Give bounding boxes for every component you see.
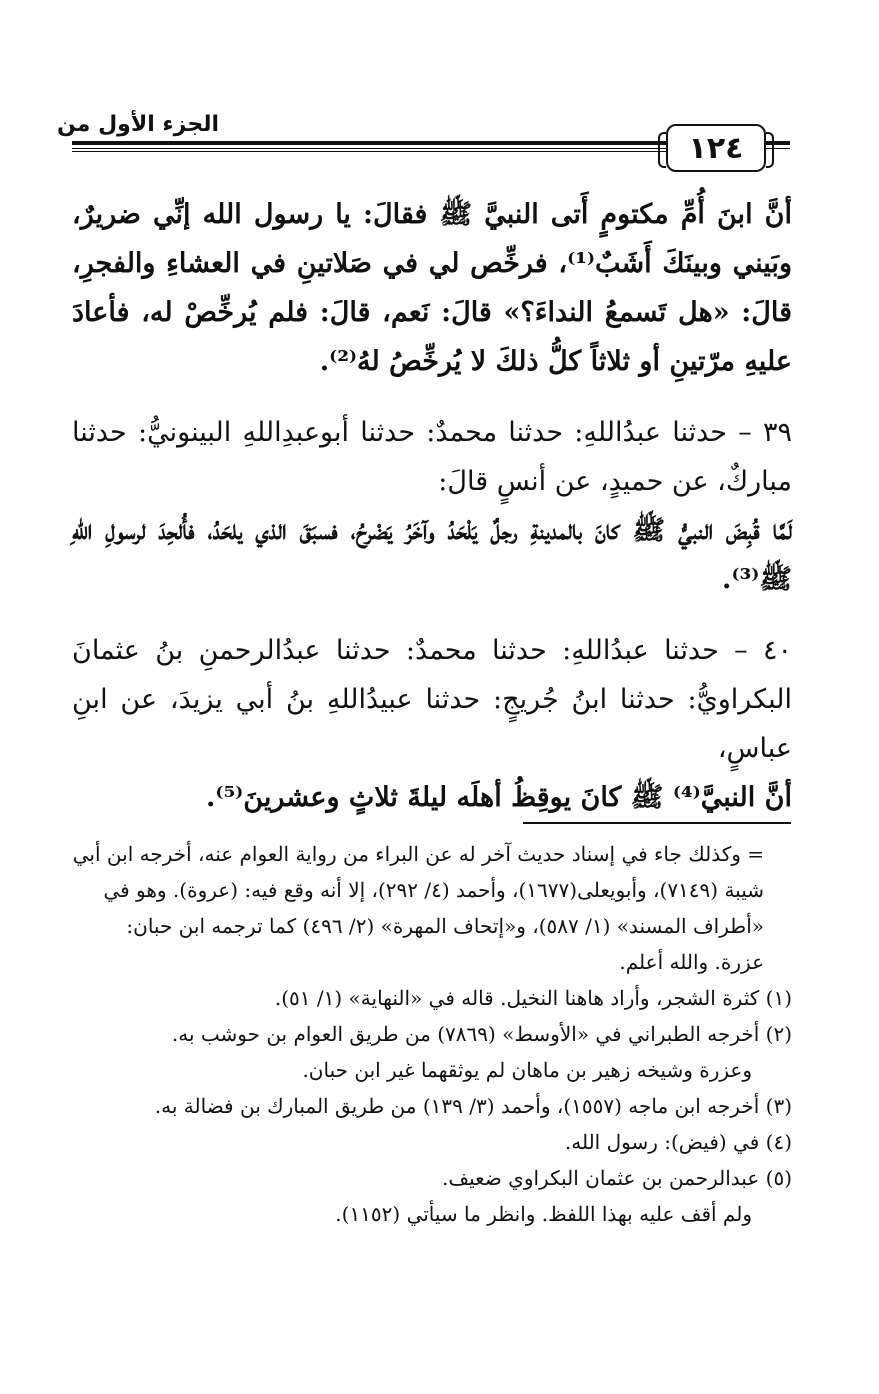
hadith-text: لَمَّا قُبِضَ النبيُّ ﷺ كانَ بالمدينةِ رجلٌ يَلْحَدُ وآخَرُ يَضْرحُ، فسبَقَ الذي يلحَدُ، فأُلحِدَ لرسولِ اللهِ ﷺ⁽³⁾. xyxy=(72,515,792,595)
page-number-box xyxy=(666,124,766,172)
isnad-40: ٤٠ – حدثنا عبدُاللهِ: حدثنا محمدٌ: حدثنا عبدُالرحمنِ بنُ عثمانَ البكراويُّ: حدثنا ابنُ جُريجٍ: حدثنا عبيدُاللهِ بنُ أبي يزيدَ، عن ابنِ عباسٍ، xyxy=(72,635,792,764)
footnote-2: (٢) أخرجه الطبراني في «الأوسط» (٧٨٦٩) من طريق العوام بن حوشب به. xyxy=(171,1022,792,1046)
bracket-ornament xyxy=(658,132,666,168)
running-title: الجزء الأول من xyxy=(56,112,219,137)
header-rule-thin xyxy=(72,148,668,149)
footnote-1: (١) كثرة الشجر، وأراد هاهنا النخيل. قاله في «النهاية» (١/ ٥١). xyxy=(274,986,792,1010)
isnad-39: ٣٩ – حدثنا عبدُاللهِ: حدثنا محمدٌ: حدثنا أبوعبدِاللهِ البينونيُّ: حدثنا مباركٌ، عن حميدٍ، عن أنسٍ قالَ: xyxy=(72,417,792,497)
footnote-5: (٥) عبدالرحمن بن عثمان البكراوي ضعيف. xyxy=(442,1166,792,1190)
footnote-5-cont: ولم أقف عليه بهذا اللفظ. وانظر ما سيأتي (١١٥٢). xyxy=(335,1202,752,1226)
hadith-text: أنَّ ابنَ أُمِّ مكتومٍ أَتى النبيَّ ﷺ فقالَ: يا رسول الله إنِّي ضريرٌ، وبَيني وبينَكَ أَشَبٌ⁽¹⁾، فرخِّص لي في صَلاتينِ في العشاءِ والفجرِ، قالَ: «هل تَسمعُ النداءَ؟» قالَ: نَعم، قالَ: فلم يُرخِّصْ له، فأعادَ عليهِ مرّتينِ أو ثلاثاً كلُّ ذلكَ لا يُرخِّصُ لهُ⁽²⁾. xyxy=(72,199,792,377)
footnote-3: (٣) أخرجه ابن ماجه (١٥٥٧)، وأحمد (٣/ ١٣٩) من طريق المبارك بن فضالة به. xyxy=(154,1094,792,1118)
main-text xyxy=(72,190,792,822)
bracket-ornament xyxy=(766,132,774,168)
header-rule-thin xyxy=(72,151,668,152)
footnote-separator xyxy=(523,822,791,824)
footnote-2-cont: وعزرة وشيخه زهير بن ماهان لم يوثقهما غير ابن حبان. xyxy=(302,1058,752,1082)
page-number: ١٢٤ xyxy=(688,130,744,166)
header-rule xyxy=(72,141,668,145)
footnotes xyxy=(72,836,792,1232)
hadith-text: أنَّ النبيَّ⁽⁴⁾ ﷺ كانَ يوقِظُ أهلَه ليلةَ ثلاثٍ وعشرينَ⁽⁵⁾. xyxy=(205,782,792,813)
footnote-4: (٤) في (فيض): رسول الله. xyxy=(564,1130,792,1154)
footnote-continuation: = وكذلك جاء في إسناد حديث آخر له عن البراء من رواية العوام عنه، أخرجه ابن أبي شيبة (٧١٤٩)، وأبويعلى(١٦٧٧)، وأحمد (٤/ ٢٩٢)، إلا أنه وقع فيه: (عروة). وهو في «أطراف المسند» (١/ ٥٨٧)، و«إتحاف المهرة» (٢/ ٤٩٦) كما ترجمه ابن حبان: عزرة. والله أعلم. xyxy=(72,842,764,974)
